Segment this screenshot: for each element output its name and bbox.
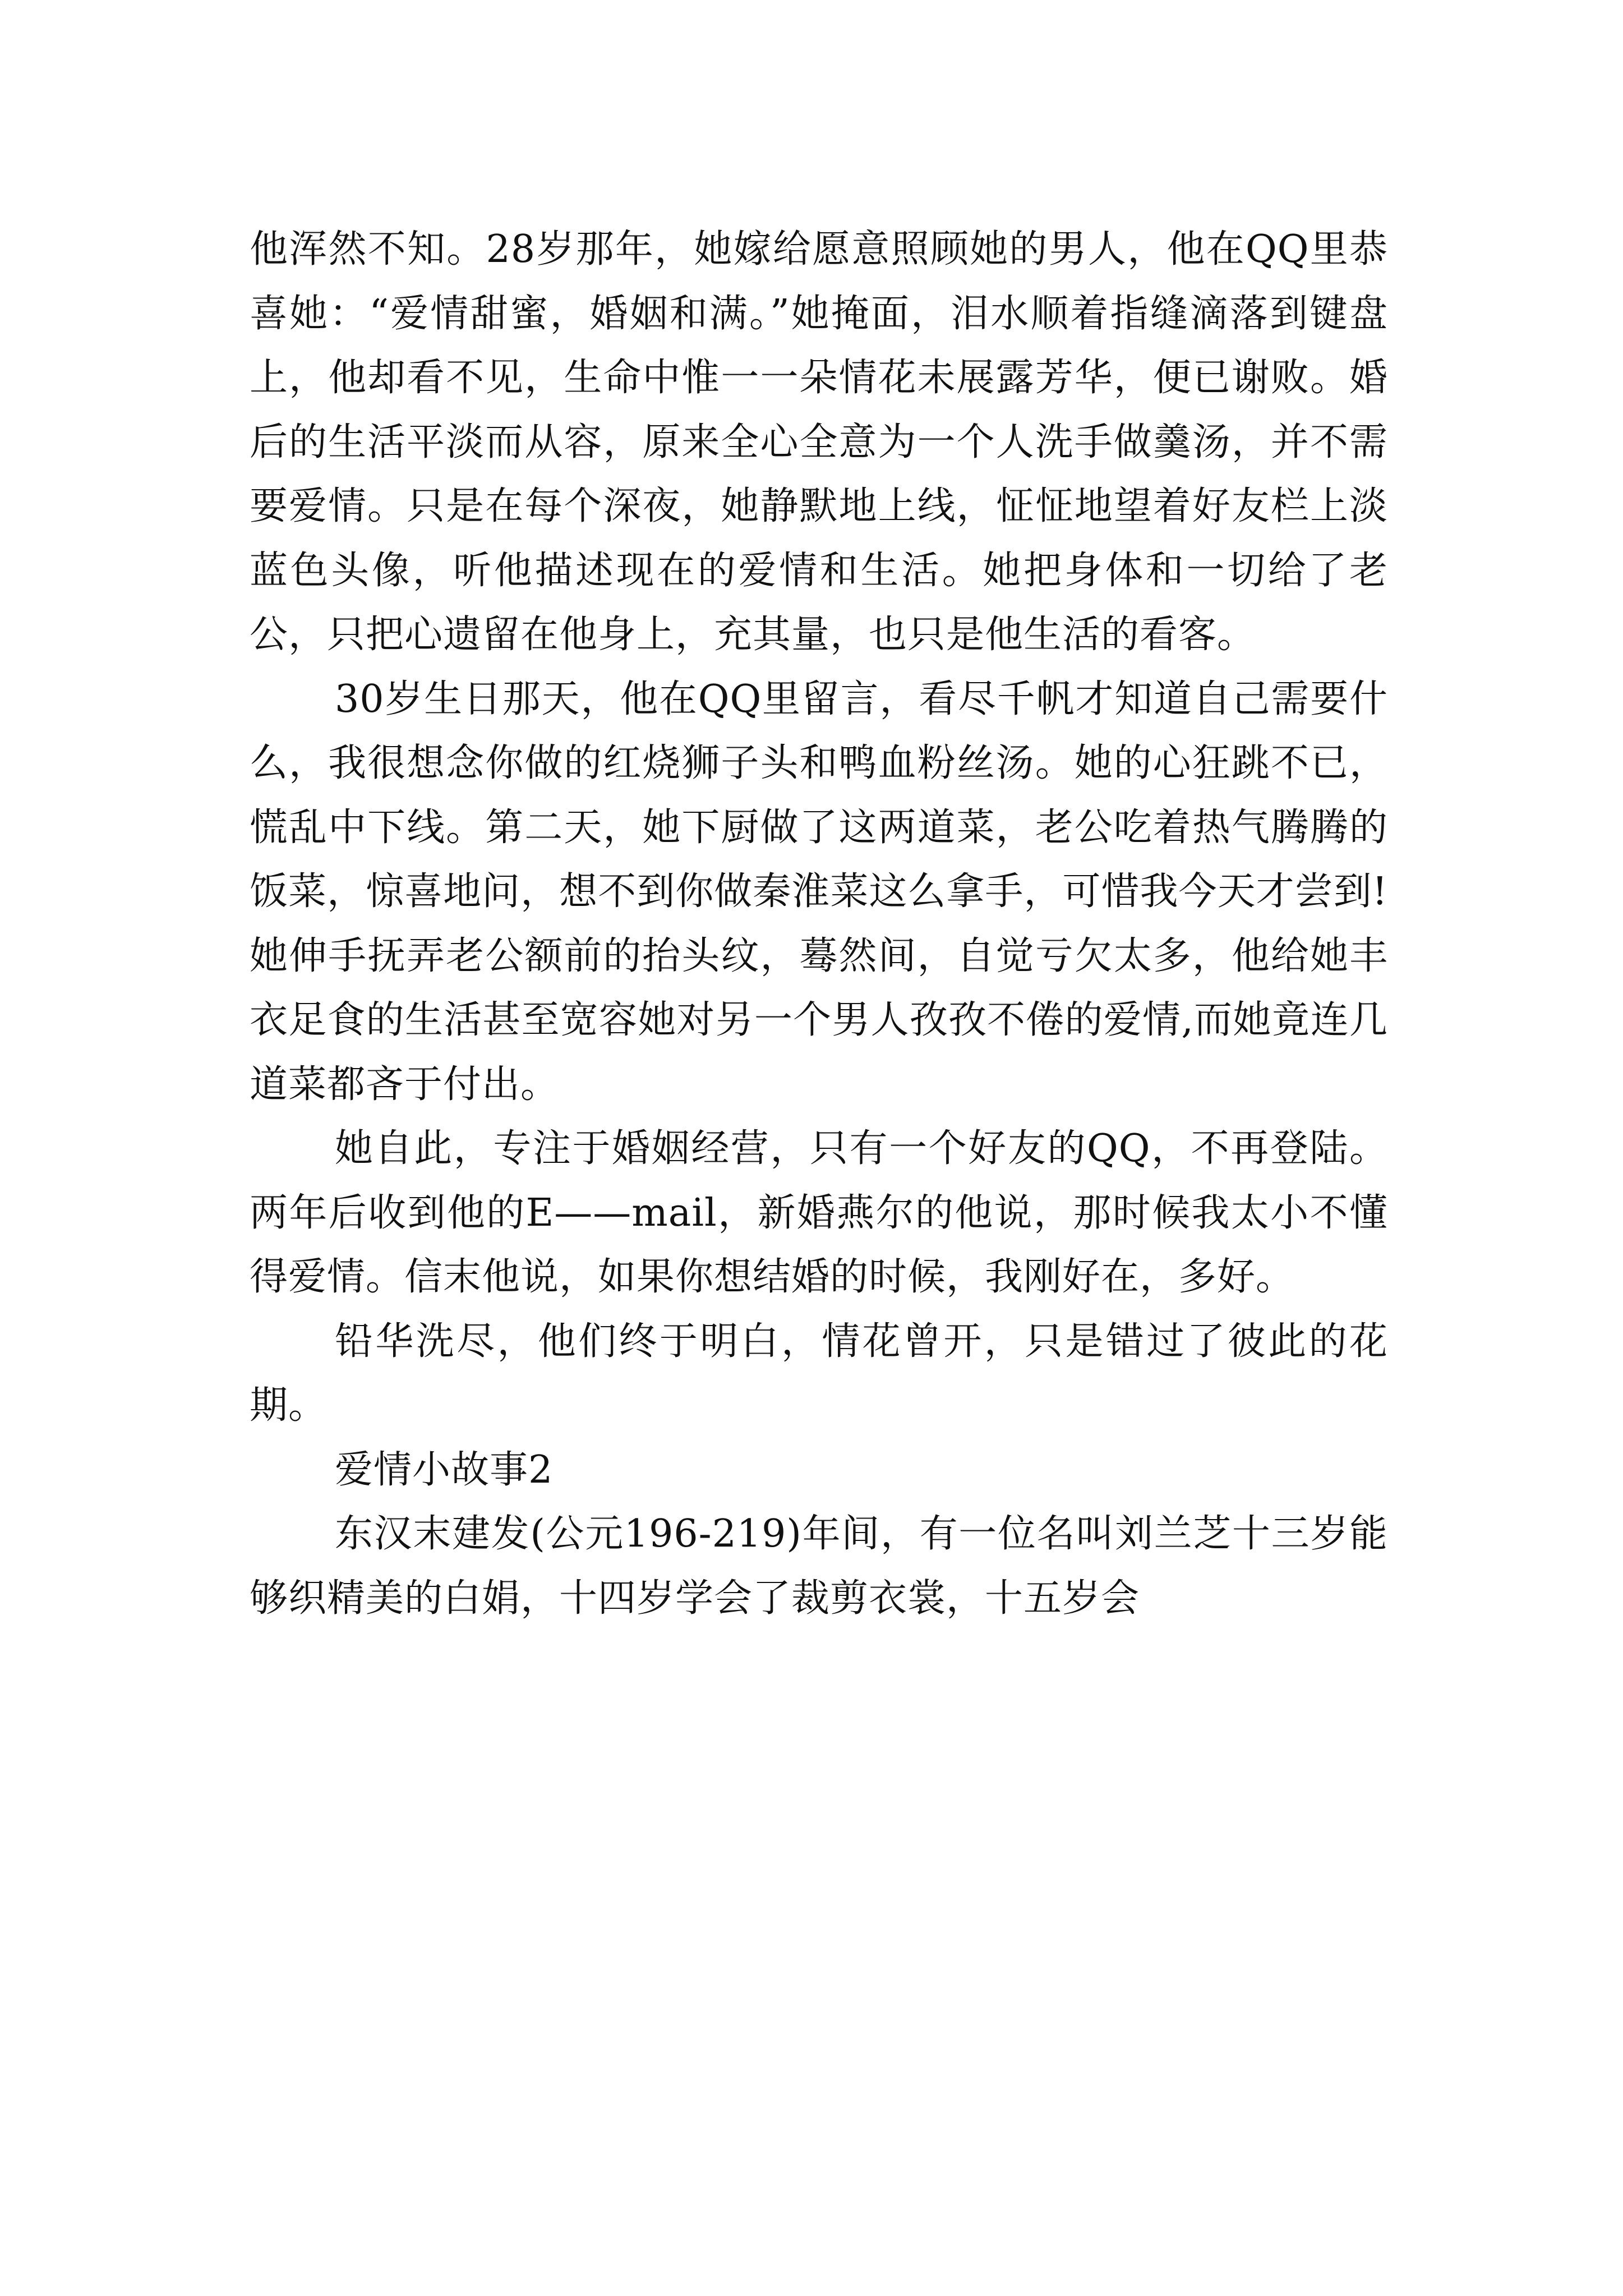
paragraph-conclusion: 铅华洗尽，他们终于明白，情花曾开，只是错过了彼此的花期。	[250, 1319, 1388, 1428]
paragraph-email: 她自此，专注于婚姻经营，只有一个好友的QQ，不再登陆。两年后收到他的E——mail，新婚燕尔的他说，那时候我太小不懂得爱情。信末他说，如果你想结婚的时候，我刚好在，多好。	[250, 1126, 1388, 1299]
paragraph-birthday: 30岁生日那天，他在QQ里留言，看尽千帆才知道自己需要什么，我很想念你做的红烧狮子头和鸭血粉丝汤。她的心狂跳不已，慌乱中下线。第二天，她下厨做了这两道菜，老公吃着热气腾腾的饭菜，惊喜地问，想不到你做秦淮菜这么拿手，可惜我今天才尝到!她伸手抚弄老公额前的抬头纹，蓦然间，自觉亏欠太多，他给她丰衣足食的生活甚至宽容她对另一个男人孜孜不倦的爱情,而她竟连几道菜都吝于付出。	[250, 677, 1388, 1107]
paragraph-story-two: 东汉末建发(公元196-219)年间，有一位名叫刘兰芝十三岁能够织精美的白娟，十四岁学会了裁剪衣裳，十五岁会	[250, 1512, 1388, 1621]
document-body	[250, 218, 1388, 1631]
section-heading: 爱情小故事2	[335, 1447, 554, 1492]
paragraph-continuation: 他浑然不知。28岁那年，她嫁给愿意照顾她的男人，他在QQ里恭喜她：“爱情甜蜜，婚姻和满。”她掩面，泪水顺着指缝滴落到键盘上，他却看不见，生命中惟一一朵情花未展露芳华，便已谢败。婚后的生活平淡而从容，原来全心全意为一个人洗手做羹汤，并不需要爱情。只是在每个深夜，她静默地上线，怔怔地望着好友栏上淡蓝色头像，听他描述现在的爱情和生活。她把身体和一切给了老公，只把心遗留在他身上，充其量，也只是他生活的看客。	[250, 227, 1388, 657]
